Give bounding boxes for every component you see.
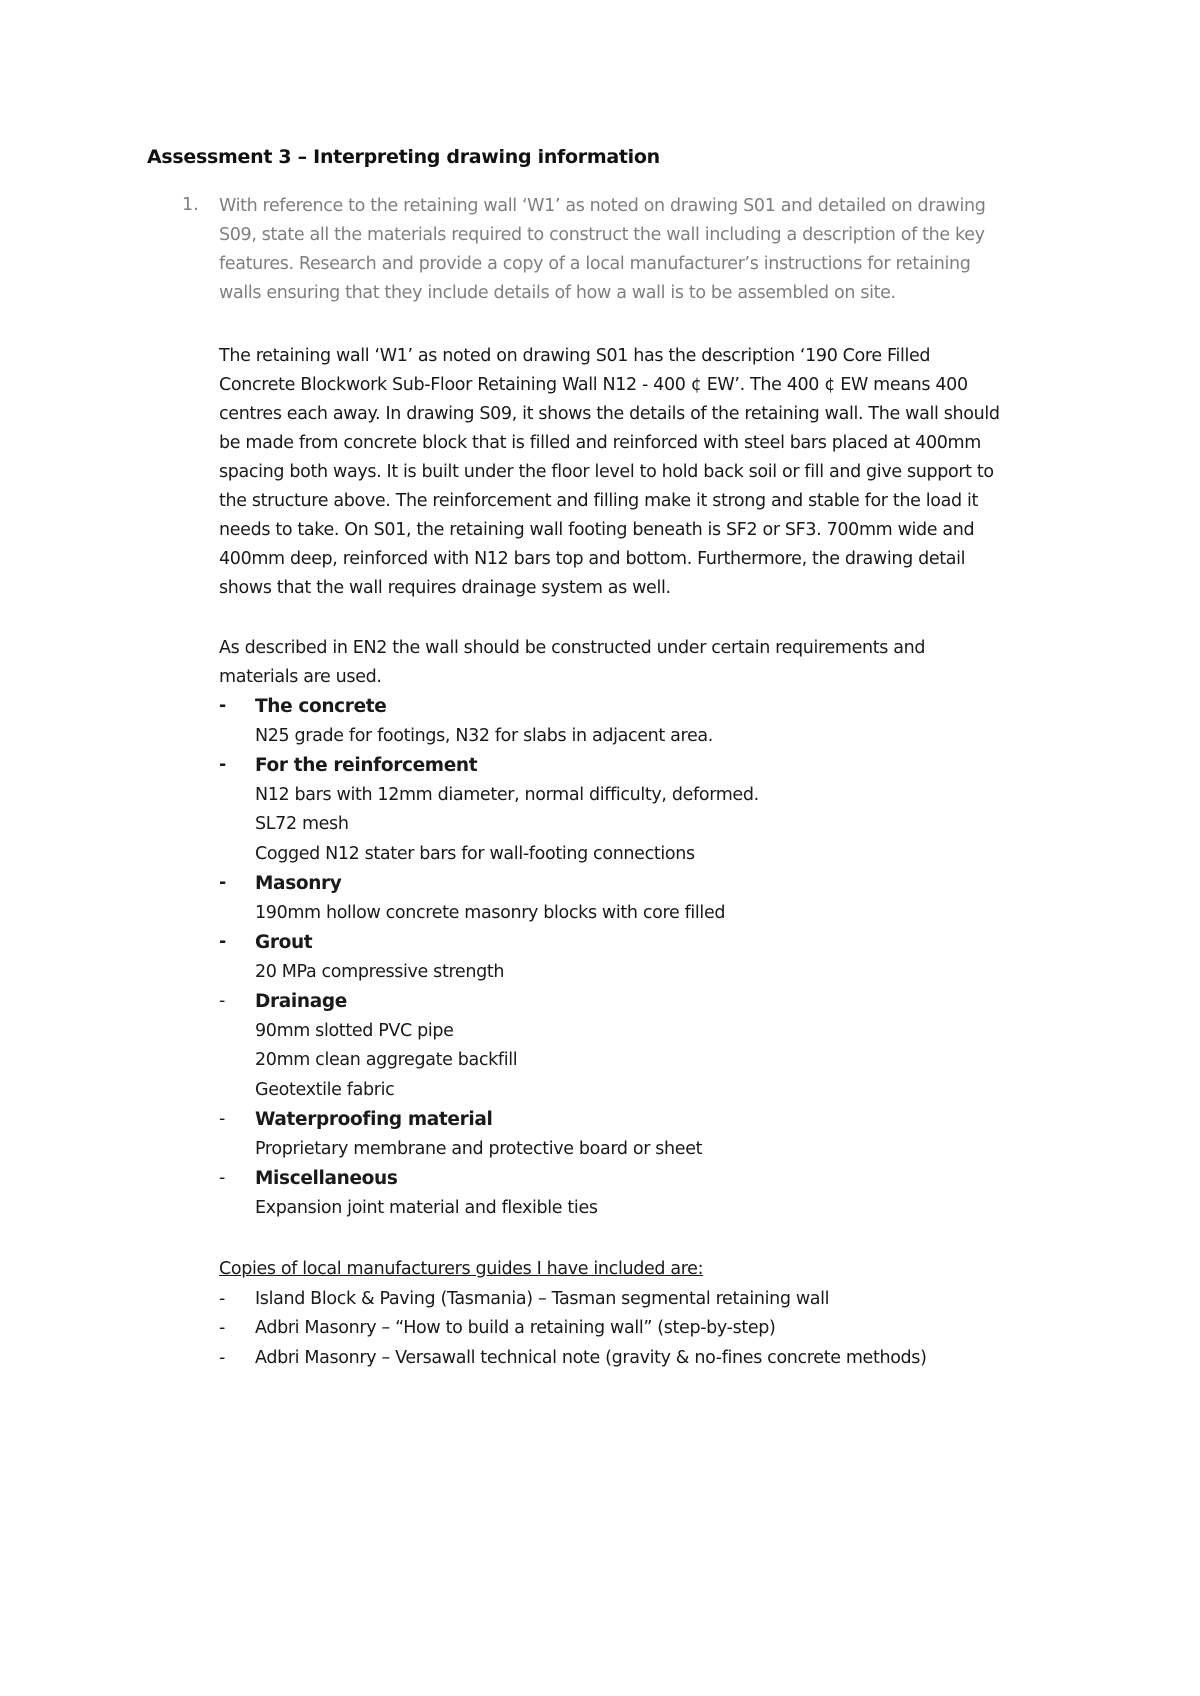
guide-text: Adbri Masonry – “How to build a retaining wall” (step-by-step) [255,1318,776,1338]
category-heading: Masonry [255,873,342,894]
list-dash: - [219,1318,225,1338]
list-dash: - [219,1109,225,1129]
answer-paragraph [219,342,1089,603]
category-item: 90mm slotted PVC pipe [255,1020,454,1041]
guide-item [219,1344,1099,1374]
answer-line: The retaining wall ‘W1’ as noted on drawing S01 has the description ‘190 Core Filled [219,346,931,366]
answer-line: spacing both ways. It is built under the floor level to hold back soil or fill and give support to [219,462,994,482]
list-dash: - [219,696,226,716]
material-category-grout [219,928,1099,987]
question-text [219,192,1089,308]
category-heading: Grout [255,932,313,953]
manufacturer-guides [219,1255,1099,1373]
category-item: Geotextile fabric [255,1079,395,1100]
material-category-drainage [219,987,1099,1105]
category-item: 20 MPa compressive strength [255,961,505,982]
list-dash: - [219,873,226,893]
en2-line: As described in EN2 the wall should be constructed under certain requirements and [219,638,926,658]
en2-line: materials are used. [219,667,382,687]
guide-text: Adbri Masonry – Versawall technical note (gravity & no-fines concrete methods) [255,1347,927,1368]
category-item: SL72 mesh [255,814,349,834]
category-item: N12 bars with 12mm diameter, normal difficulty, deformed. [255,784,759,805]
guide-item [219,1314,1099,1344]
category-heading: The concrete [255,696,387,717]
guides-intro: Copies of local manufacturers guides I have included are: [219,1259,704,1279]
list-dash: - [219,932,226,952]
material-category-reinforcement [219,751,1099,869]
en2-paragraph [219,634,1089,692]
category-item: Proprietary membrane and protective board or sheet [255,1138,703,1159]
answer-line: centres each away. In drawing S09, it shows the details of the retaining wall. The wall should [219,404,1000,424]
material-category-masonry [219,869,1099,928]
answer-line: be made from concrete block that is filled and reinforced with steel bars placed at 400mm [219,433,981,453]
question-line: walls ensuring that they include details of how a wall is to be assembled on site. [219,283,896,303]
list-dash: - [219,1347,225,1368]
material-category-concrete [219,692,1099,751]
category-item: Cogged N12 stater bars for wall-footing connections [255,843,695,864]
answer-line: 400mm deep, reinforced with N12 bars top and bottom. Furthermore, the drawing detail [219,549,966,569]
category-heading: Miscellaneous [255,1168,398,1189]
material-category-waterproofing [219,1105,1099,1164]
answer-line: shows that the wall requires drainage system as well. [219,578,671,598]
list-dash: - [219,1168,225,1188]
list-dash: - [219,1288,225,1309]
page-title: Assessment 3 – Interpreting drawing information [147,146,660,168]
list-dash: - [219,755,226,775]
materials-list [219,692,1099,1223]
category-item: 190mm hollow concrete masonry blocks with core filled [255,902,726,923]
guide-item [219,1285,1099,1315]
question-line: With reference to the retaining wall ‘W1’ as noted on drawing S01 and detailed on drawing [219,196,986,216]
category-item: Expansion joint material and flexible ties [255,1197,598,1218]
question-number: 1. [182,195,199,215]
category-heading: Drainage [255,991,347,1012]
answer-line: the structure above. The reinforcement and filling make it strong and stable for the load it [219,491,978,511]
answer-line: needs to take. On S01, the retaining wall footing beneath is SF2 or SF3. 700mm wide and [219,520,975,540]
material-category-miscellaneous [219,1164,1099,1223]
category-heading: For the reinforcement [255,755,478,776]
category-item: 20mm clean aggregate backfill [255,1050,518,1070]
category-item: N25 grade for footings, N32 for slabs in adjacent area. [255,725,713,746]
guide-text: Island Block & Paving (Tasmania) – Tasman segmental retaining wall [255,1288,830,1309]
question-line: S09, state all the materials required to construct the wall including a description of the key [219,225,985,245]
answer-line: Concrete Blockwork Sub-Floor Retaining Wall N12 - 400 ¢ EW’. The 400 ¢ EW means 400 [219,375,968,395]
question-line: features. Research and provide a copy of a local manufacturer’s instructions for retaining [219,254,971,274]
category-heading: Waterproofing material [255,1109,493,1130]
list-dash: - [219,991,225,1011]
